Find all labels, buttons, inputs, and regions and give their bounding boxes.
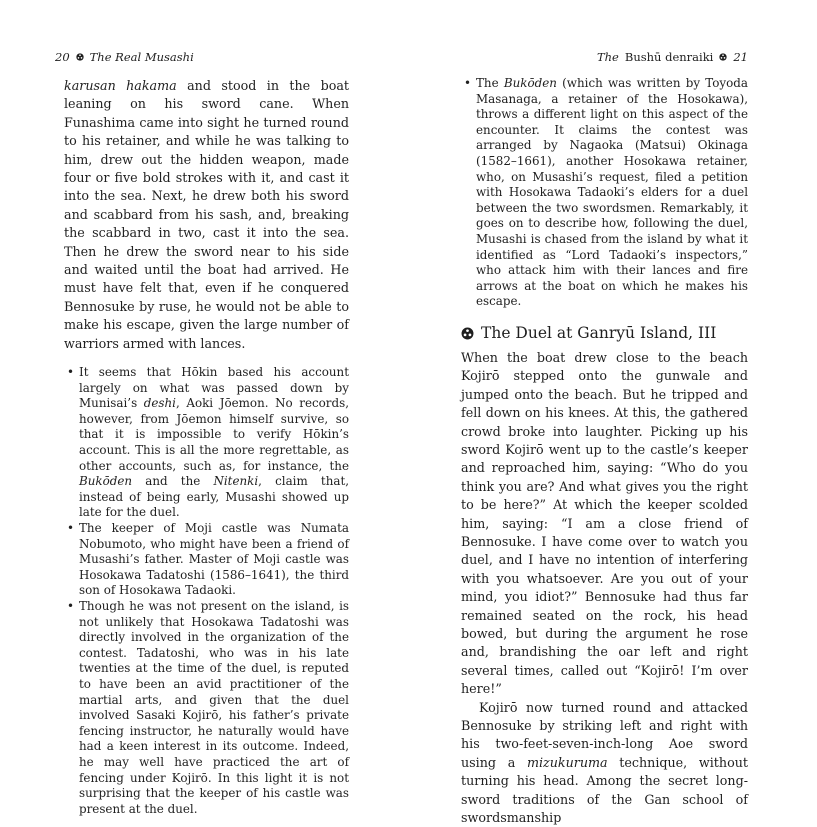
right-page — [461, 50, 748, 827]
note-item: • Though he was not present on the island, is not unlikely that Hosokawa Tadatoshi was directly involved in the organization of the contest. Tadatoshi, who was in his late twenties at the time of the duel, is reputed to have been an avid practitioner of the martial arts, and given that the duel involved Sasaki Kojirō, his father’s private fencing instructor, he naturally would have had a keen interest in its outcome. Indeed, he may well have practiced the art of fencing under Kojirō. In this light it is not surprising that the keeper of his castle was present at the duel. — [64, 599, 349, 817]
left-page-number: 20 — [55, 50, 70, 64]
right-running-head — [461, 50, 748, 64]
left-running-head — [55, 50, 349, 64]
left-page — [55, 50, 350, 817]
tomoe-icon — [461, 327, 474, 340]
section-paragraph: Kojirō now turned round and attacked Bennosuke by striking left and right with his two-feet-seven-inch-long Aoe sword using a mizukuruma technique, without turning his head. Among the secret long-sword traditions of the Gan school of swordsmanship — [461, 699, 748, 826]
left-book-title: The Real Musashi — [89, 50, 194, 64]
left-notes-list — [64, 365, 349, 817]
note-item: • The Bukōden (which was written by Toyoda Masanaga, a retainer of the Hosokawa), throws a different light on this aspect of the encounter. It claims the contest was arranged by Nagaoka (Matsui) Okinaga (1582–1661), another Hosokawa retainer, who, on Musashi’s request, filed a petition with Hosokawa Tadaoki’s elders for a duel between the two swordsmen. Remarkably, it goes on to describe how, following the duel, Musashi is chased from the island by what it identified as “Lord Tadaoki’s inspectors,” who attack him with their lances and fire arrows at the boat on which he makes his escape. — [461, 76, 748, 310]
right-page-number: 21 — [733, 50, 748, 64]
section-paragraph: When the boat drew close to the beach Kojirō stepped onto the gunwale and jumped onto the beach. But he tripped and fell down on his knees. At this, the gathered crowd broke into laughter. Picking up his sword Kojirō went up to the castle’s keeper and reproached him, saying: “Who do you think you are? And what gives you the right to be here?” At which the keeper scolded him, saying: “I am a close friend of Bennosuke. I have come over to watch you duel, and I have no intention of interfering with you whatsoever. Are you out of your mind, you idiot?” Bennosuke had thus far remained seated on the rock, his head bowed, but during the argument he rose and, brandishing the oar left and right several times, called out “Kojirō! I’m over here!” — [461, 349, 748, 697]
section-heading — [461, 324, 748, 343]
note-item: • It seems that Hōkin based his account largely on what was passed down by Munisai’s deshi, Aoki Jōemon. No records, however, from Jōemon himself survive, so that it is impossible to verify Hōkin’s account. This is all the more regrettable, as other accounts, such as, for instance, the Bukōden and the Nitenki, claim that, instead of being early, Musashi showed up late for the duel. — [64, 365, 349, 521]
note-item: • The keeper of Moji castle was Numata Nobumoto, who might have been a friend of Musashi’s father. Master of Moji castle was Hosokawa Tadatoshi (1586–1641), the third son of Hosokawa Tadaoki. — [64, 521, 349, 599]
left-continuation-paragraph: karusan hakama and stood in the boat leaning on his sword cane. When Funashima came into sight he turned round to his retainer, and while he was talking to him, drew out the hidden weapon, made four or five bold strokes with it, and cast it into the sea. Next, he drew both his sword and scabbard from his sash, and, breaking the scabbard in two, cast it into the sea. Then he drew the sword near to his side and waited until the boat had arrived. He must have felt that, even if he conquered Bennosuke by ruse, he would not be able to make his escape, given the large number of warriors armed with lances. — [64, 78, 349, 351]
right-book-title-the: The — [596, 50, 619, 64]
right-notes-list — [461, 76, 748, 310]
right-book-title: Bushū denraiki — [624, 50, 714, 64]
tomoe-icon — [719, 53, 727, 61]
tomoe-icon — [76, 53, 84, 61]
section-heading-text: The Duel at Ganryū Island, III — [481, 323, 717, 342]
